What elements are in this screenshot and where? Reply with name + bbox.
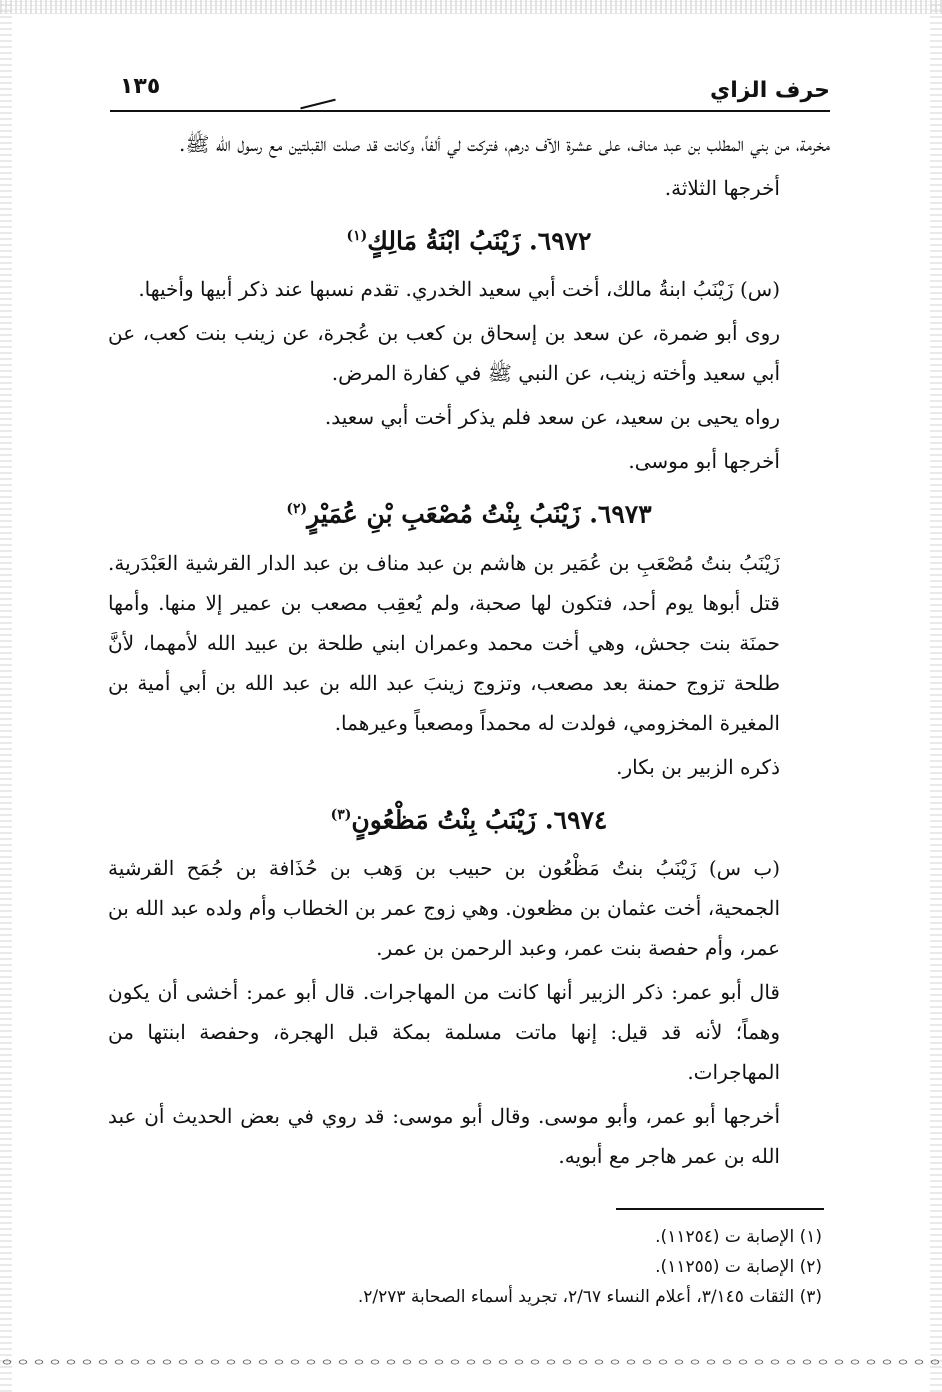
- entry-heading-6972: ٦٩٧٢. زَيْنَبُ ابْنَةُ مَالِكٍ$^{(١)}$: [346, 226, 592, 256]
- header-rule: [110, 110, 830, 112]
- page-header: [110, 70, 830, 114]
- footnote-ref: (٣): [330, 806, 352, 823]
- footnote-3: (٣) الثقات ٣/١٤٥، أعلام النساء ٢/٦٧، تجريد أسماء الصحابة ٢/٢٧٣.: [357, 1287, 822, 1307]
- footnotes: [280, 1222, 822, 1312]
- paragraph: رواه يحيى بن سعيد، عن سعد فلم يذكر أخت أبي سعيد.: [324, 405, 780, 430]
- paragraph: (س) زَيْنَبُ ابنةُ مالك، أخت أبي سعيد الخدري. تقدم نسبها عند ذكر أبيها وأخيها.: [138, 277, 780, 302]
- paragraph: قال أبو عمر: ذكر الزبير أنها كانت من المهاجرات. قال أبو عمر: أخشى أن يكون وهماً؛ لأنه قد قيل: إنها ماتت مسلمة بمكة قبل الهجرة، وحفصة ابنتها من المهاجرات.: [108, 979, 780, 1084]
- page-number: ١٣٥: [120, 74, 161, 99]
- decorative-border-bottom: [0, 1356, 942, 1368]
- entry-heading-6973: ٦٩٧٣. زَيْنَبُ بِنْتُ مُصْعَبِ بْنِ عُمَيْرٍ$^{(٢)}$: [286, 499, 652, 529]
- paragraph: أخرجها أبو موسى.: [628, 449, 780, 474]
- paragraph: روى أبو ضمرة، عن سعد بن إسحاق بن كعب بن عُجرة، عن زينب بنت كعب، عن أبي سعيد وأخته زينب، عن النبي ﷺ في كفارة المرض.: [108, 321, 780, 386]
- paragraph: مخرمة، من بني المطلب بن عبد مناف، على عشرة الآف درهم، فتركت لي ألفاً، وكانت قد صلت القبلتين مع رسول الله ﷺ.: [179, 132, 830, 156]
- paragraph: زَيْنَبُ بنتُ مُصْعَبِ بن عُمَير بن هاشم بن عبد مناف بن عبد الدار القرشية العَبْدَرية. قتل أبوها يوم أحد، فتكون لها صحبة، ولم يُعقِب مصعب بن عمير إلا منها. وأمها حمنَة بنت جحش، وهي أخت محمد وعمران ابني طلحة بن عبيد الله لأمهما، لأنَّ طلحة تزوج حمنة بعد مصعب، وتزوج زينبَ عبد الله بن عبد الله بن أبي أمية بن المغيرة المخزومي، فولدت له محمداً ومصعباً وعيرهما.: [108, 550, 780, 735]
- paragraph: أخرجها الثلاثة.: [664, 176, 780, 200]
- footnote-2: (٢) الإصابة ت (١١٢٥٥).: [655, 1257, 822, 1277]
- footnote-1: (١) الإصابة ت (١١٢٥٤).: [655, 1227, 822, 1247]
- footnote-ref: (٢): [286, 501, 308, 518]
- paragraph: أخرجها أبو عمر، وأبو موسى. وقال أبو موسى: قد روي في بعض الحديث أن عبد الله بن عمر هاجر مع أبويه.: [108, 1103, 781, 1168]
- running-title: حرف الزاي: [710, 78, 830, 103]
- paragraph: ذكره الزبير بن بكار.: [616, 754, 780, 779]
- footnote-rule: [616, 1208, 824, 1210]
- decorative-border-left: [0, 0, 12, 1392]
- main-text: [108, 124, 830, 1180]
- entry-heading-6974: ٦٩٧٤. زَيْنَبُ بِنْتُ مَظْعُونٍ$^{(٣)}$: [330, 804, 608, 834]
- footnote-ref: (١): [346, 228, 368, 244]
- decorative-border-right: [930, 0, 942, 1392]
- decorative-border-top: [0, 0, 942, 14]
- paragraph: (ب س) زَيْنَبُ بنتُ مَظْعُون بن حبيب بن وَهب بن حُذَافة بن جُمَح القرشية الجمحية، أخت عثمان بن مظعون. وهي زوج عمر بن الخطاب وأم ولده عبد الله بن عمر، وأم حفصة بنت عمر، وعبد الرحمن بن عمر.: [108, 855, 780, 960]
